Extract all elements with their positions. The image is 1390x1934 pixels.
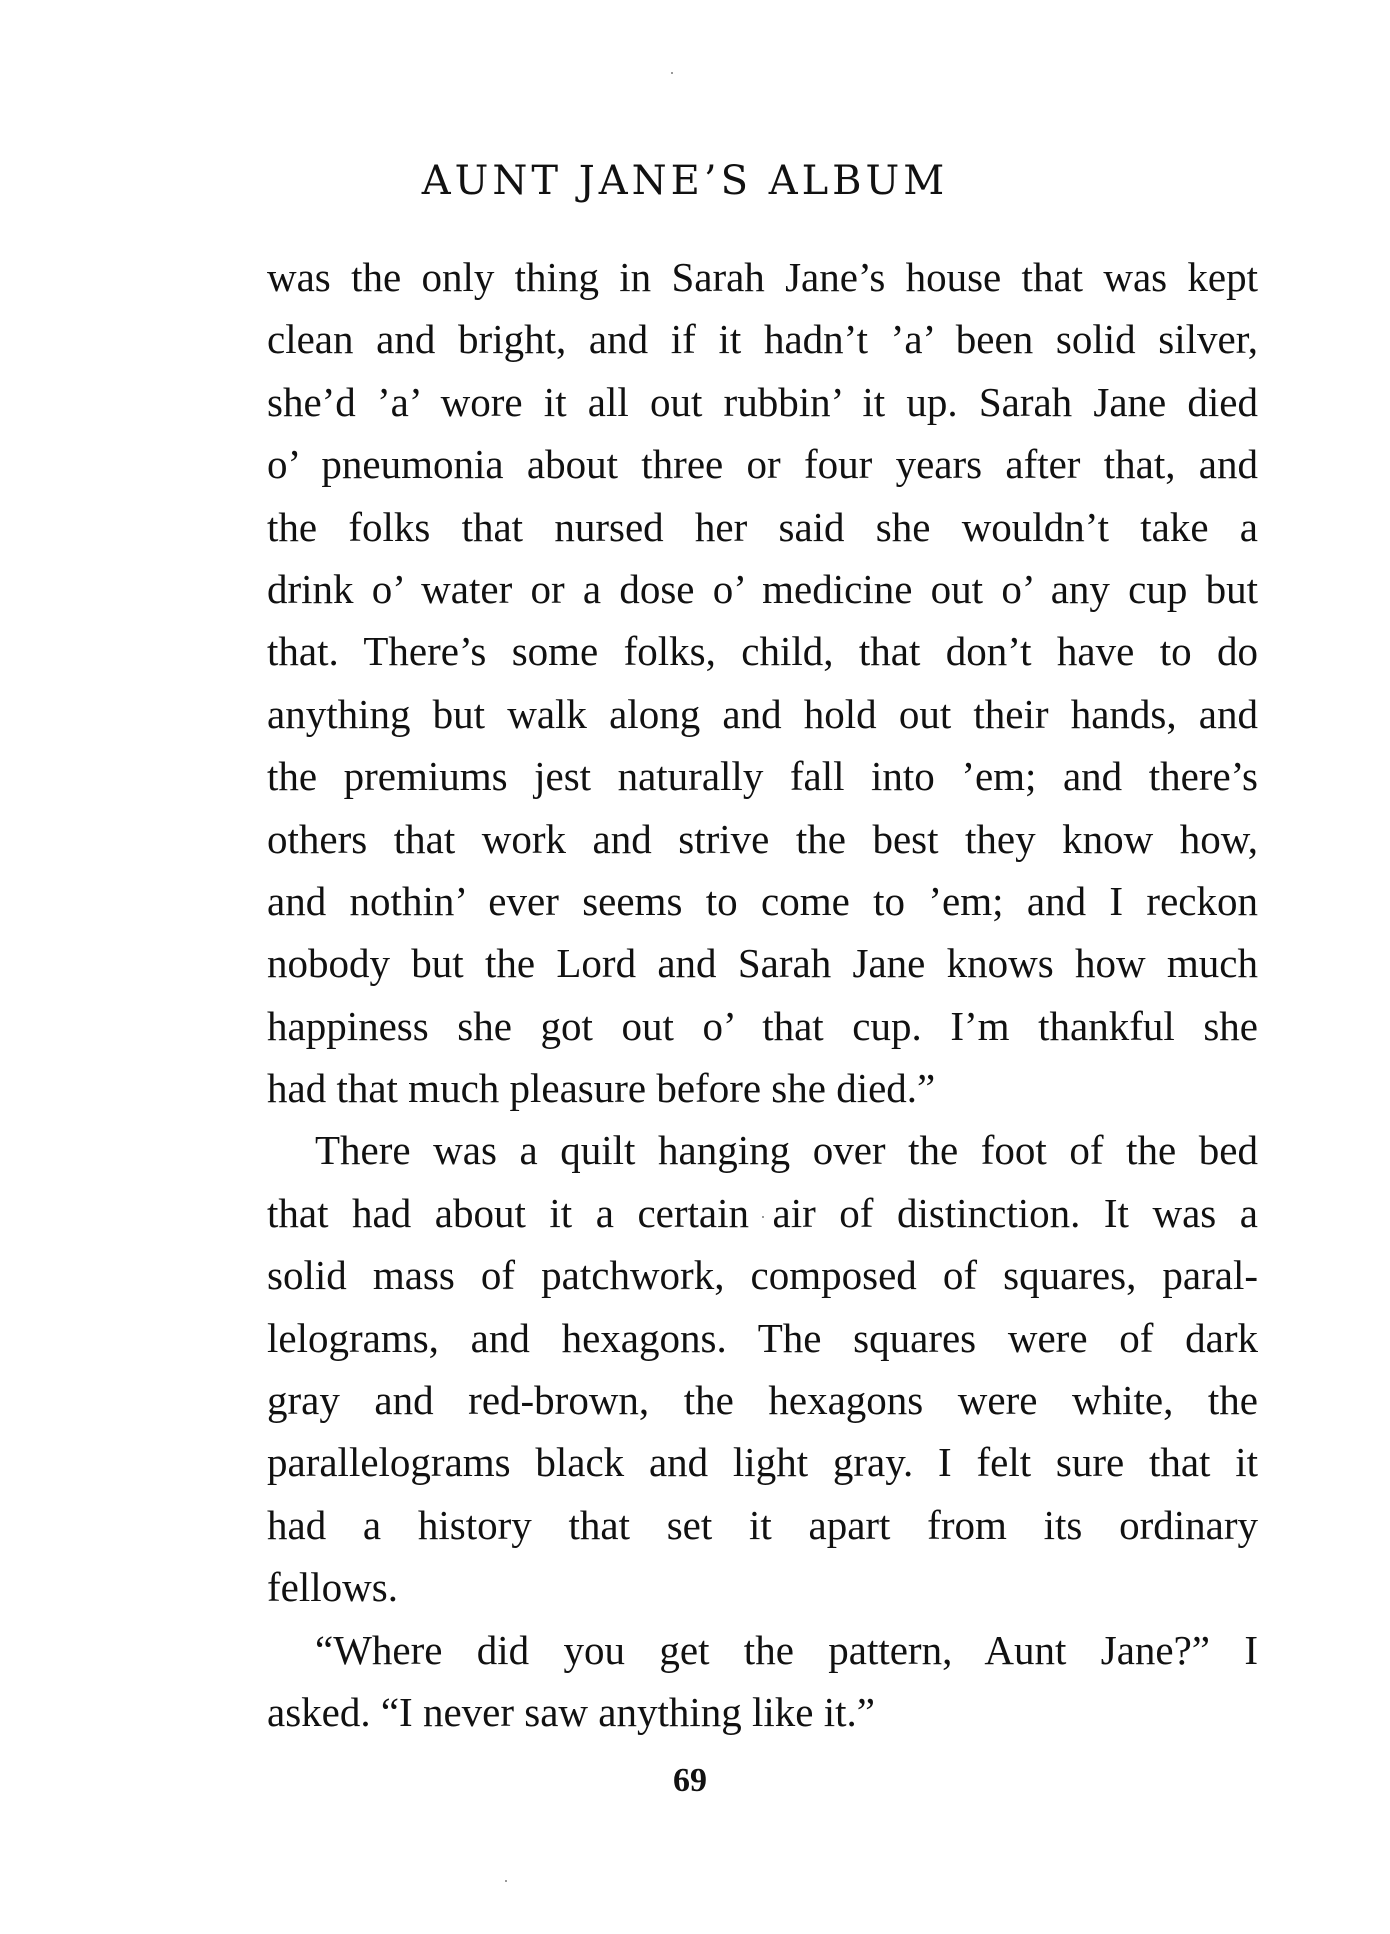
text-line: clean and bright, and if it hadn’t ’a’ been solid silver, bbox=[267, 316, 1258, 363]
text-line: “Where did you get the pattern, Aunt Jane?” I bbox=[315, 1626, 1258, 1673]
text-line: solid mass of patchwork, composed of squares, paral- bbox=[267, 1252, 1258, 1299]
text-line: had that much pleasure before she died.” bbox=[267, 1065, 936, 1112]
text-line: that. There’s some folks, child, that don’t have to do bbox=[267, 628, 1258, 675]
text-line: she’d ’a’ wore it all out rubbin’ it up. Sarah Jane died bbox=[267, 378, 1258, 425]
text-line: lelograms, and hexagons. The squares were of dark bbox=[267, 1314, 1258, 1361]
body-text bbox=[267, 246, 1258, 1743]
text-line: fellows. bbox=[267, 1564, 398, 1611]
running-head: AUNT JANE’S ALBUM bbox=[421, 158, 949, 204]
text-line: o’ pneumonia about three or four years after that, and bbox=[267, 441, 1258, 488]
text-line: happiness she got out o’ that cup. I’m thankful she bbox=[267, 1002, 1258, 1049]
text-line: had a history that set it apart from its ordinary bbox=[267, 1501, 1258, 1548]
text-line: anything but walk along and hold out their hands, and bbox=[267, 690, 1258, 737]
text-line: was the only thing in Sarah Jane’s house that was kept bbox=[267, 254, 1258, 300]
text-line: the premiums jest naturally fall into ’em; and there’s bbox=[267, 753, 1258, 800]
text-line: asked. “I never saw anything like it.” bbox=[267, 1688, 875, 1735]
page-number: 69 bbox=[673, 1762, 707, 1799]
paper-speck bbox=[671, 72, 673, 74]
text-line: the folks that nursed her said she wouldn’t take a bbox=[267, 503, 1258, 550]
text-line: parallelograms black and light gray. I felt sure that it bbox=[267, 1439, 1258, 1486]
text-line: drink o’ water or a dose o’ medicine out o’ any cup but bbox=[267, 565, 1258, 612]
text-line: nobody but the Lord and Sarah Jane knows how much bbox=[267, 940, 1258, 987]
text-line: others that work and strive the best they know how, bbox=[267, 815, 1258, 862]
text-line: There was a quilt hanging over the foot of the bed bbox=[315, 1127, 1258, 1174]
text-line: and nothin’ ever seems to come to ’em; and I reckon bbox=[267, 877, 1258, 924]
text-line: gray and red-brown, the hexagons were white, the bbox=[267, 1377, 1258, 1424]
text-line: that had about it a certain air of distinction. It was a bbox=[267, 1189, 1258, 1236]
paper-speck bbox=[505, 1880, 507, 1882]
